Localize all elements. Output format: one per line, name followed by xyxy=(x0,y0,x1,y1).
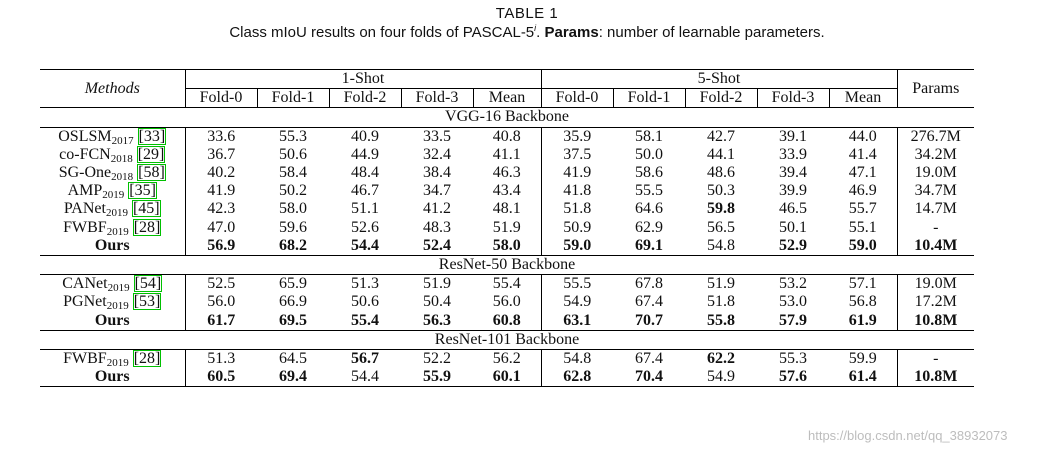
value-cell: 51.8 xyxy=(707,293,735,311)
method-name: Ours xyxy=(94,236,130,254)
citation-link[interactable]: [58] xyxy=(138,164,165,182)
method-cell xyxy=(40,237,185,256)
value-cell: 70.4 xyxy=(613,368,685,387)
value-cell: 41.8 xyxy=(541,182,613,200)
method-cell xyxy=(40,182,185,200)
header-5shot-fold-0: Fold-0 xyxy=(541,89,613,108)
value-cell: 51.1 xyxy=(351,200,379,218)
value-cell: 51.8 xyxy=(541,200,613,218)
value-cell: 46.5 xyxy=(779,200,807,218)
value-cell: 55.4 xyxy=(351,311,379,329)
table-row xyxy=(40,127,974,146)
value-cell: 50.6 xyxy=(279,145,307,163)
params-cell: 34.2M xyxy=(897,146,974,164)
table-row xyxy=(40,200,974,218)
value-cell: 56.0 xyxy=(492,293,521,311)
method-name: Ours xyxy=(94,311,130,329)
value-cell: 52.2 xyxy=(423,349,451,367)
value-cell: 55.3 xyxy=(279,127,307,145)
params-cell: 10.4M xyxy=(897,237,974,256)
header-1shot-mean: Mean xyxy=(473,89,541,108)
value-cell: 47.1 xyxy=(848,164,877,182)
value-cell: 50.0 xyxy=(635,145,663,163)
header-5shot-mean: Mean xyxy=(829,89,897,108)
section-title: VGG-16 Backbone xyxy=(40,108,974,127)
table-row xyxy=(40,275,974,294)
params-cell: 34.7M xyxy=(897,182,974,200)
method-year: 2019 xyxy=(106,225,129,238)
value-cell: 57.1 xyxy=(848,275,877,293)
value-cell: 52.5 xyxy=(185,275,257,294)
value-cell: 54.8 xyxy=(541,349,613,368)
value-cell: 48.4 xyxy=(351,164,379,182)
caption-superscript: i xyxy=(534,23,537,33)
value-cell: 57.9 xyxy=(779,311,807,329)
value-cell: 61.9 xyxy=(848,311,877,329)
value-cell: 62.2 xyxy=(707,349,735,367)
value-cell: 69.1 xyxy=(635,236,663,254)
method-cell xyxy=(40,349,185,368)
params-cell: - xyxy=(897,219,974,237)
value-cell: 50.2 xyxy=(279,182,307,200)
header-1-shot: 1-Shot xyxy=(185,70,541,89)
method-name: Ours xyxy=(94,368,130,386)
table-row xyxy=(40,164,974,182)
value-cell: 54.4 xyxy=(351,236,379,254)
table-row xyxy=(40,237,974,256)
value-cell: 56.2 xyxy=(492,349,521,367)
value-cell: 59.8 xyxy=(707,200,735,218)
value-cell: 67.8 xyxy=(635,275,663,293)
value-cell: 52.9 xyxy=(779,236,807,254)
table-header xyxy=(40,70,974,108)
value-cell: 39.1 xyxy=(779,127,807,145)
citation-number: 28 xyxy=(139,218,156,236)
citation-number: 29 xyxy=(143,145,160,163)
table-body xyxy=(40,108,974,387)
value-cell: 53.2 xyxy=(779,275,807,293)
method-name: co-FCN xyxy=(59,145,111,163)
citation-link[interactable]: [53] xyxy=(133,293,161,311)
method-cell xyxy=(40,127,185,146)
params-cell: - xyxy=(897,349,974,368)
method-cell xyxy=(40,311,185,330)
value-cell: 51.9 xyxy=(492,218,521,236)
params-cell: 19.0M xyxy=(897,164,974,182)
value-cell: 33.6 xyxy=(185,127,257,146)
value-cell: 59.0 xyxy=(848,236,877,254)
value-cell: 51.3 xyxy=(185,349,257,368)
value-cell: 67.4 xyxy=(635,349,663,367)
method-name: PANet xyxy=(63,200,106,218)
citation-number: 45 xyxy=(138,200,155,218)
citation-number: 54 xyxy=(139,275,156,293)
value-cell: 59.6 xyxy=(279,218,307,236)
method-name: OSLSM xyxy=(58,127,112,145)
value-cell: 42.3 xyxy=(185,200,257,218)
value-cell: 51.9 xyxy=(707,275,735,293)
value-cell: 46.7 xyxy=(351,182,379,200)
value-cell: 43.4 xyxy=(492,182,521,200)
value-cell: 68.2 xyxy=(279,236,307,254)
value-cell: 55.9 xyxy=(401,368,473,387)
watermark: https://blog.csdn.net/qq_38932073 xyxy=(808,428,1008,443)
value-cell: 52.6 xyxy=(351,218,379,236)
params-cell: 276.7M xyxy=(897,127,974,146)
value-cell: 41.2 xyxy=(423,200,451,218)
value-cell: 69.5 xyxy=(279,311,307,329)
value-cell: 48.6 xyxy=(707,164,735,182)
value-cell: 36.7 xyxy=(185,146,257,164)
value-cell: 37.5 xyxy=(541,146,613,164)
method-year: 2017 xyxy=(111,134,134,147)
method-year: 2018 xyxy=(111,171,134,184)
value-cell: 40.2 xyxy=(185,164,257,182)
value-cell: 56.7 xyxy=(351,349,379,367)
header-params: Params xyxy=(897,70,974,108)
value-cell: 56.9 xyxy=(185,237,257,256)
value-cell: 35.9 xyxy=(541,127,613,146)
section-title: ResNet-50 Backbone xyxy=(40,255,974,274)
header-5-shot: 5-Shot xyxy=(541,70,897,89)
method-name: SG-One xyxy=(58,164,112,182)
value-cell: 57.6 xyxy=(757,368,829,387)
value-cell: 51.3 xyxy=(351,275,379,293)
table-row xyxy=(40,293,974,311)
citation-link[interactable]: [35] xyxy=(129,182,156,200)
caption-bold-term: Params xyxy=(544,24,599,41)
table-row xyxy=(40,146,974,164)
value-cell: 55.3 xyxy=(779,349,807,367)
value-cell: 50.3 xyxy=(707,182,735,200)
value-cell: 58.1 xyxy=(635,127,663,145)
value-cell: 52.4 xyxy=(423,236,451,254)
value-cell: 64.6 xyxy=(635,200,663,218)
table-caption: Class mIoU results on four folds of PASCAL-5$^i$. Params: number of learnable parameters. xyxy=(229,23,825,41)
value-cell: 61.7 xyxy=(185,311,257,330)
value-cell: 56.5 xyxy=(707,218,735,236)
citation-number: 35 xyxy=(134,182,151,200)
value-cell: 55.7 xyxy=(848,200,877,218)
citation-link[interactable]: [29] xyxy=(137,145,165,163)
value-cell: 39.9 xyxy=(779,182,807,200)
header-methods: Methods xyxy=(40,70,185,108)
citation-number: 53 xyxy=(139,293,156,311)
value-cell: 55.4 xyxy=(492,275,521,293)
value-cell: 53.0 xyxy=(779,293,807,311)
params-cell: 19.0M xyxy=(897,275,974,294)
value-cell: 70.7 xyxy=(635,311,663,329)
value-cell: 69.4 xyxy=(257,368,329,387)
method-name: AMP xyxy=(67,182,103,200)
table-row xyxy=(40,182,974,200)
value-cell: 65.9 xyxy=(279,275,307,293)
value-cell: 62.9 xyxy=(635,218,663,236)
value-cell: 58.0 xyxy=(279,200,307,218)
value-cell: 33.9 xyxy=(779,145,807,163)
header-5shot-fold-3: Fold-3 xyxy=(757,89,829,108)
value-cell: 58.0 xyxy=(492,236,521,254)
citation-link[interactable]: [28] xyxy=(133,218,161,236)
value-cell: 55.1 xyxy=(848,218,877,236)
value-cell: 50.9 xyxy=(541,219,613,237)
value-cell: 33.5 xyxy=(423,127,451,145)
method-cell xyxy=(40,219,185,237)
value-cell: 50.6 xyxy=(351,293,379,311)
value-cell: 46.9 xyxy=(848,182,877,200)
value-cell: 59.0 xyxy=(541,237,613,256)
value-cell: 58.6 xyxy=(635,164,663,182)
value-cell: 56.3 xyxy=(423,311,451,329)
method-cell xyxy=(40,164,185,182)
value-cell: 63.1 xyxy=(541,311,613,330)
value-cell: 55.5 xyxy=(541,275,613,294)
citation-link[interactable]: [54] xyxy=(134,275,162,293)
value-cell: 44.0 xyxy=(848,127,877,145)
value-cell: 48.1 xyxy=(492,200,521,218)
citation-number: 28 xyxy=(139,349,156,367)
method-year: 2019 xyxy=(106,300,129,313)
value-cell: 41.9 xyxy=(541,164,613,182)
value-cell: 56.8 xyxy=(848,293,877,311)
value-cell: 58.4 xyxy=(279,164,307,182)
header-1shot-fold-2: Fold-2 xyxy=(329,89,401,108)
header-1shot-fold-1: Fold-1 xyxy=(257,89,329,108)
citation-link[interactable]: [28] xyxy=(133,349,161,367)
value-cell: 62.8 xyxy=(541,368,613,387)
header-5shot-fold-2: Fold-2 xyxy=(685,89,757,108)
citation-number: 58 xyxy=(143,164,160,182)
method-name: FWBF xyxy=(63,218,107,236)
section-title: ResNet-101 Backbone xyxy=(40,330,974,349)
value-cell: 38.4 xyxy=(423,164,451,182)
method-year: 2019 xyxy=(107,282,130,295)
citation-link[interactable]: [45] xyxy=(132,200,160,218)
method-cell xyxy=(40,368,185,387)
method-cell xyxy=(40,293,185,311)
value-cell: 54.4 xyxy=(329,368,401,387)
table-row xyxy=(40,368,974,387)
method-year: 2019 xyxy=(105,207,128,220)
value-cell: 56.0 xyxy=(185,293,257,311)
value-cell: 32.4 xyxy=(423,145,451,163)
table-row xyxy=(40,349,974,368)
value-cell: 54.9 xyxy=(685,368,757,387)
value-cell: 41.1 xyxy=(492,145,521,163)
header-1shot-fold-3: Fold-3 xyxy=(401,89,473,108)
value-cell: 59.9 xyxy=(848,349,877,367)
value-cell: 46.3 xyxy=(492,164,521,182)
value-cell: 61.4 xyxy=(829,368,897,387)
method-name: FWBF xyxy=(63,349,107,367)
method-name: PGNet xyxy=(63,293,107,311)
citation-link[interactable]: [33] xyxy=(138,127,166,145)
value-cell: 42.7 xyxy=(707,127,735,145)
value-cell: 66.9 xyxy=(279,293,307,311)
value-cell: 48.3 xyxy=(423,218,451,236)
value-cell: 39.4 xyxy=(779,164,807,182)
method-year: 2018 xyxy=(110,152,133,165)
header-5shot-fold-1: Fold-1 xyxy=(613,89,685,108)
header-1shot-fold-0: Fold-0 xyxy=(185,89,257,108)
value-cell: 41.9 xyxy=(185,182,257,200)
value-cell: 60.1 xyxy=(473,368,541,387)
method-name: CANet xyxy=(62,275,108,293)
method-year: 2019 xyxy=(102,189,125,202)
value-cell: 60.5 xyxy=(185,368,257,387)
value-cell: 44.1 xyxy=(707,145,735,163)
value-cell: 41.4 xyxy=(848,145,877,163)
table-number: TABLE 1 xyxy=(495,5,559,22)
value-cell: 44.9 xyxy=(351,145,379,163)
params-cell: 17.2M xyxy=(897,293,974,311)
table-row xyxy=(40,311,974,330)
value-cell: 34.7 xyxy=(423,182,451,200)
params-cell: 10.8M xyxy=(897,368,974,387)
method-cell xyxy=(40,275,185,294)
value-cell: 54.8 xyxy=(707,236,735,254)
params-cell: 14.7M xyxy=(897,200,974,218)
value-cell: 40.8 xyxy=(492,127,521,145)
value-cell: 54.9 xyxy=(541,293,613,311)
params-cell: 10.8M xyxy=(897,311,974,330)
results-table xyxy=(40,69,974,387)
value-cell: 47.0 xyxy=(185,219,257,237)
value-cell: 40.9 xyxy=(351,127,379,145)
method-year: 2019 xyxy=(106,356,129,369)
table-row xyxy=(40,219,974,237)
value-cell: 67.4 xyxy=(635,293,663,311)
value-cell: 55.5 xyxy=(635,182,663,200)
value-cell: 51.9 xyxy=(423,275,451,293)
method-cell xyxy=(40,146,185,164)
citation-number: 33 xyxy=(143,127,160,145)
value-cell: 64.5 xyxy=(279,349,307,367)
value-cell: 50.4 xyxy=(423,293,451,311)
value-cell: 60.8 xyxy=(492,311,521,329)
value-cell: 50.1 xyxy=(779,218,807,236)
value-cell: 55.8 xyxy=(707,311,735,329)
method-cell xyxy=(40,200,185,218)
